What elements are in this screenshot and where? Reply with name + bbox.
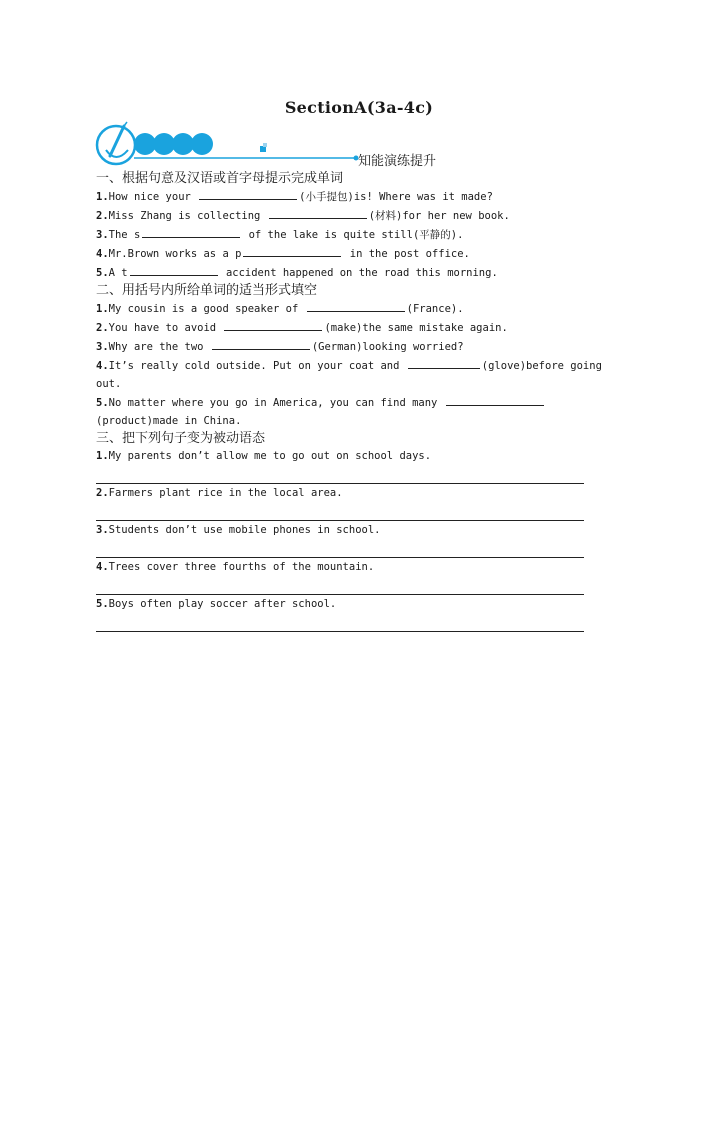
answer-blank[interactable] [243,244,341,257]
answer-line[interactable] [96,613,584,632]
banner-dot-1 [134,133,156,155]
list-item: 2.You have to avoid (make)the same mistake again. [96,318,616,337]
answer-blank[interactable] [408,356,480,369]
answer-blank[interactable] [212,337,310,350]
list-item: 1.My parents don’t allow me to go out on school days. [96,450,432,462]
section1-heading: 一、根据句意及汉语或首字母提示完成单词 [96,171,344,186]
answer-line[interactable] [96,465,584,484]
list-item: 2.Miss Zhang is collecting (材料)for her new book. [96,206,616,225]
list-item: 4.Trees cover three fourths of the mountain. [96,561,375,573]
answer-blank[interactable] [269,206,367,219]
section2-heading: 二、用括号内所给单词的适当形式填空 [96,283,318,298]
list-item: 3.Why are the two (German)looking worried? [96,337,616,356]
answer-blank[interactable] [446,393,544,406]
answer-line[interactable] [96,502,584,521]
list-item: 3.Students don’t use mobile phones in school. [96,524,381,536]
section3-heading: 三、把下列句子变为被动语态 [96,431,266,446]
answer-blank[interactable] [199,187,297,200]
answer-line[interactable] [96,576,584,595]
answer-blank[interactable] [307,299,405,312]
list-item: 4.Mr.Brown works as a p in the post office. [96,244,616,263]
answer-blank[interactable] [142,225,240,238]
banner-dot-4 [191,133,213,155]
answer-line[interactable] [96,539,584,558]
banner-dot-2 [153,133,175,155]
list-item: 3.The s of the lake is quite still(平静的). [96,225,616,244]
list-item: 5.No matter where you go in America, you can find many (product)made in China. [96,393,616,430]
answer-blank[interactable] [224,318,322,331]
banner-label: 知能演练提升 [358,154,437,169]
worksheet-content [96,170,616,632]
list-item: 2.Farmers plant rice in the local area. [96,487,343,499]
list-item: 4.It’s really cold outside. Put on your coat and (glove)before going out. [96,356,616,393]
page-title: SectionA(3a-4c) [284,98,434,117]
list-item: 5.A t accident happened on the road this morning. [96,263,616,282]
list-item: 1.How nice your (小手提包)is! Where was it made? [96,187,616,206]
answer-blank[interactable] [130,263,218,276]
list-item: 5.Boys often play soccer after school. [96,598,337,610]
banner-dot-3 [172,133,194,155]
list-item: 1.My cousin is a good speaker of (France). [96,299,616,318]
